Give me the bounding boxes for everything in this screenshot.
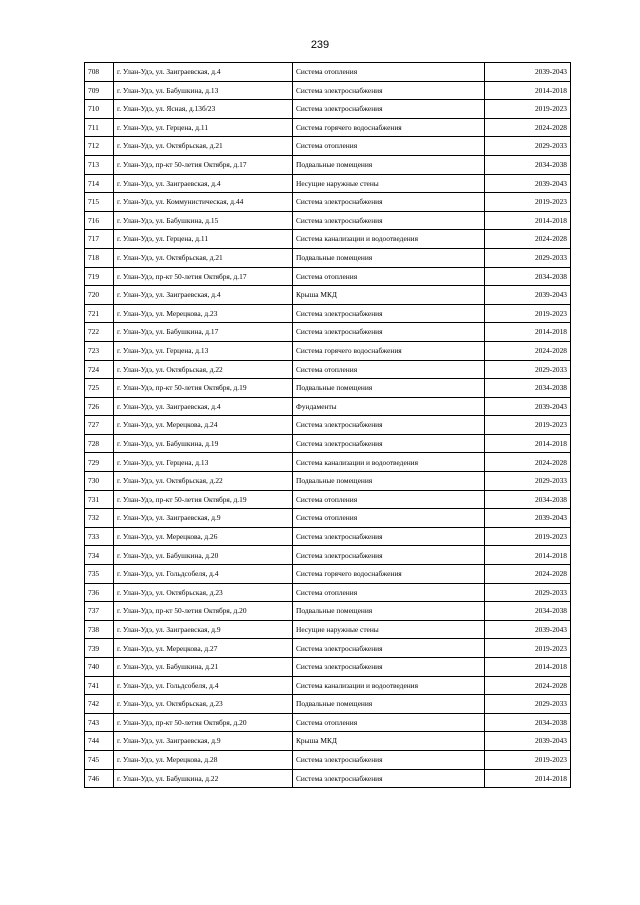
address-cell: г. Улан-Удэ, ул. Бабушкина, д.20 xyxy=(114,546,293,565)
period-cell: 2039-2043 xyxy=(485,620,571,639)
period-cell: 2039-2043 xyxy=(485,63,571,82)
address-cell: г. Улан-Удэ, пр-кт 50-летия Октября, д.17 xyxy=(114,155,293,174)
period-cell: 2024-2028 xyxy=(485,118,571,137)
address-cell: г. Улан-Удэ, ул. Заиграевская, д.4 xyxy=(114,174,293,193)
address-cell: г. Улан-Удэ, ул. Коммунистическая, д.44 xyxy=(114,193,293,212)
row-number: 719 xyxy=(85,267,114,286)
table-row xyxy=(85,360,571,379)
system-cell: Система отопления xyxy=(293,63,485,82)
table-row xyxy=(85,304,571,323)
row-number: 737 xyxy=(85,602,114,621)
address-cell: г. Улан-Удэ, ул. Гольдсобеля, д.4 xyxy=(114,565,293,584)
period-cell: 2024-2028 xyxy=(485,565,571,584)
address-cell: г. Улан-Удэ, ул. Бабушкина, д.19 xyxy=(114,434,293,453)
table-row xyxy=(85,341,571,360)
table-row xyxy=(85,732,571,751)
period-cell: 2014-2018 xyxy=(485,769,571,788)
row-number: 724 xyxy=(85,360,114,379)
system-cell: Крыша МКД xyxy=(293,286,485,305)
row-number: 728 xyxy=(85,434,114,453)
table-row xyxy=(85,137,571,156)
row-number: 725 xyxy=(85,379,114,398)
row-number: 715 xyxy=(85,193,114,212)
table-row xyxy=(85,397,571,416)
address-cell: г. Улан-Удэ, ул. Герцена, д.11 xyxy=(114,118,293,137)
table-row xyxy=(85,81,571,100)
system-cell: Система электроснабжения xyxy=(293,211,485,230)
period-cell: 2039-2043 xyxy=(485,509,571,528)
address-cell: г. Улан-Удэ, ул. Бабушкина, д.21 xyxy=(114,658,293,677)
table-row xyxy=(85,434,571,453)
system-cell: Система электроснабжения xyxy=(293,639,485,658)
system-cell: Подвальные помещения xyxy=(293,472,485,491)
system-cell: Система отопления xyxy=(293,509,485,528)
period-cell: 2014-2018 xyxy=(485,658,571,677)
period-cell: 2024-2028 xyxy=(485,230,571,249)
row-number: 734 xyxy=(85,546,114,565)
row-number: 740 xyxy=(85,658,114,677)
address-cell: г. Улан-Удэ, пр-кт 50-летия Октября, д.20 xyxy=(114,602,293,621)
address-cell: г. Улан-Удэ, ул. Заиграевская, д.9 xyxy=(114,620,293,639)
address-cell: г. Улан-Удэ, пр-кт 50-летия Октября, д.19 xyxy=(114,490,293,509)
address-cell: г. Улан-Удэ, ул. Бабушкина, д.22 xyxy=(114,769,293,788)
period-cell: 2034-2038 xyxy=(485,379,571,398)
period-cell: 2019-2023 xyxy=(485,639,571,658)
table-row xyxy=(85,118,571,137)
table-row xyxy=(85,174,571,193)
period-cell: 2029-2033 xyxy=(485,695,571,714)
period-cell: 2029-2033 xyxy=(485,583,571,602)
address-cell: г. Улан-Удэ, ул. Мерецкова, д.27 xyxy=(114,639,293,658)
system-cell: Система электроснабжения xyxy=(293,434,485,453)
system-cell: Система электроснабжения xyxy=(293,304,485,323)
system-cell: Система канализации и водоотведения xyxy=(293,230,485,249)
table-row xyxy=(85,211,571,230)
system-cell: Система отопления xyxy=(293,267,485,286)
address-cell: г. Улан-Удэ, ул. Герцена, д.11 xyxy=(114,230,293,249)
system-cell: Система горячего водоснабжения xyxy=(293,565,485,584)
table-row xyxy=(85,323,571,342)
system-cell: Система электроснабжения xyxy=(293,527,485,546)
system-cell: Система электроснабжения xyxy=(293,193,485,212)
period-cell: 2039-2043 xyxy=(485,286,571,305)
table-row xyxy=(85,658,571,677)
row-number: 736 xyxy=(85,583,114,602)
row-number: 745 xyxy=(85,750,114,769)
address-cell: г. Улан-Удэ, ул. Бабушкина, д.17 xyxy=(114,323,293,342)
address-cell: г. Улан-Удэ, пр-кт 50-летия Октября, д.19 xyxy=(114,379,293,398)
period-cell: 2014-2018 xyxy=(485,323,571,342)
system-cell: Подвальные помещения xyxy=(293,695,485,714)
row-number: 722 xyxy=(85,323,114,342)
registry-table xyxy=(84,62,571,788)
page-number: 239 xyxy=(310,39,330,51)
period-cell: 2034-2038 xyxy=(485,267,571,286)
table-row xyxy=(85,490,571,509)
row-number: 711 xyxy=(85,118,114,137)
address-cell: г. Улан-Удэ, ул. Герцена, д.13 xyxy=(114,341,293,360)
table-row xyxy=(85,695,571,714)
period-cell: 2019-2023 xyxy=(485,100,571,119)
system-cell: Система электроснабжения xyxy=(293,750,485,769)
period-cell: 2019-2023 xyxy=(485,304,571,323)
system-cell: Подвальные помещения xyxy=(293,248,485,267)
address-cell: г. Улан-Удэ, ул. Мерецкова, д.23 xyxy=(114,304,293,323)
period-cell: 2029-2033 xyxy=(485,472,571,491)
system-cell: Система электроснабжения xyxy=(293,100,485,119)
address-cell: г. Улан-Удэ, ул. Герцена, д.13 xyxy=(114,453,293,472)
period-cell: 2019-2023 xyxy=(485,416,571,435)
address-cell: г. Улан-Удэ, ул. Ясная, д.13б/23 xyxy=(114,100,293,119)
row-number: 729 xyxy=(85,453,114,472)
system-cell: Система электроснабжения xyxy=(293,546,485,565)
system-cell: Несущие наружные стены xyxy=(293,620,485,639)
system-cell: Система отопления xyxy=(293,490,485,509)
table-row xyxy=(85,620,571,639)
period-cell: 2039-2043 xyxy=(485,397,571,416)
table-row xyxy=(85,639,571,658)
table-row xyxy=(85,583,571,602)
address-cell: г. Улан-Удэ, ул. Мерецкова, д.28 xyxy=(114,750,293,769)
period-cell: 2034-2038 xyxy=(485,713,571,732)
row-number: 710 xyxy=(85,100,114,119)
row-number: 726 xyxy=(85,397,114,416)
period-cell: 2014-2018 xyxy=(485,211,571,230)
period-cell: 2039-2043 xyxy=(485,732,571,751)
table-row xyxy=(85,100,571,119)
system-cell: Подвальные помещения xyxy=(293,602,485,621)
address-cell: г. Улан-Удэ, ул. Октябрьская, д.21 xyxy=(114,248,293,267)
table-row xyxy=(85,63,571,82)
row-number: 735 xyxy=(85,565,114,584)
table-row xyxy=(85,565,571,584)
table-row xyxy=(85,769,571,788)
table-row xyxy=(85,379,571,398)
address-cell: г. Улан-Удэ, ул. Октябрьская, д.22 xyxy=(114,472,293,491)
table-row xyxy=(85,509,571,528)
row-number: 743 xyxy=(85,713,114,732)
table-row xyxy=(85,713,571,732)
row-number: 718 xyxy=(85,248,114,267)
row-number: 713 xyxy=(85,155,114,174)
row-number: 712 xyxy=(85,137,114,156)
table-row xyxy=(85,193,571,212)
address-cell: г. Улан-Удэ, ул. Бабушкина, д.13 xyxy=(114,81,293,100)
table-row xyxy=(85,472,571,491)
table-row xyxy=(85,676,571,695)
row-number: 742 xyxy=(85,695,114,714)
period-cell: 2024-2028 xyxy=(485,341,571,360)
period-cell: 2024-2028 xyxy=(485,676,571,695)
row-number: 733 xyxy=(85,527,114,546)
row-number: 717 xyxy=(85,230,114,249)
row-number: 744 xyxy=(85,732,114,751)
table-row xyxy=(85,155,571,174)
system-cell: Подвальные помещения xyxy=(293,155,485,174)
table-row xyxy=(85,546,571,565)
row-number: 727 xyxy=(85,416,114,435)
period-cell: 2024-2028 xyxy=(485,453,571,472)
table-row xyxy=(85,286,571,305)
table-row xyxy=(85,267,571,286)
address-cell: г. Улан-Удэ, ул. Мерецкова, д.24 xyxy=(114,416,293,435)
system-cell: Подвальные помещения xyxy=(293,379,485,398)
table-row xyxy=(85,248,571,267)
table-row xyxy=(85,230,571,249)
period-cell: 2029-2033 xyxy=(485,137,571,156)
period-cell: 2039-2043 xyxy=(485,174,571,193)
system-cell: Система электроснабжения xyxy=(293,323,485,342)
period-cell: 2014-2018 xyxy=(485,434,571,453)
row-number: 730 xyxy=(85,472,114,491)
address-cell: г. Улан-Удэ, ул. Заиграевская, д.4 xyxy=(114,63,293,82)
address-cell: г. Улан-Удэ, ул. Заиграевская, д.4 xyxy=(114,286,293,305)
address-cell: г. Улан-Удэ, ул. Заиграевская, д.4 xyxy=(114,397,293,416)
row-number: 731 xyxy=(85,490,114,509)
registry-table-body xyxy=(85,63,571,788)
system-cell: Система горячего водоснабжения xyxy=(293,341,485,360)
system-cell: Система горячего водоснабжения xyxy=(293,118,485,137)
address-cell: г. Улан-Удэ, ул. Октябрьская, д.23 xyxy=(114,695,293,714)
period-cell: 2034-2038 xyxy=(485,155,571,174)
address-cell: г. Улан-Удэ, ул. Заиграевская, д.9 xyxy=(114,732,293,751)
row-number: 720 xyxy=(85,286,114,305)
system-cell: Система отопления xyxy=(293,137,485,156)
address-cell: г. Улан-Удэ, ул. Октябрьская, д.22 xyxy=(114,360,293,379)
system-cell: Система электроснабжения xyxy=(293,769,485,788)
table-row xyxy=(85,750,571,769)
system-cell: Система канализации и водоотведения xyxy=(293,676,485,695)
system-cell: Система электроснабжения xyxy=(293,81,485,100)
table-row xyxy=(85,453,571,472)
system-cell: Система электроснабжения xyxy=(293,416,485,435)
period-cell: 2029-2033 xyxy=(485,248,571,267)
row-number: 708 xyxy=(85,63,114,82)
row-number: 716 xyxy=(85,211,114,230)
row-number: 723 xyxy=(85,341,114,360)
row-number: 732 xyxy=(85,509,114,528)
period-cell: 2029-2033 xyxy=(485,360,571,379)
row-number: 738 xyxy=(85,620,114,639)
address-cell: г. Улан-Удэ, ул. Октябрьская, д.23 xyxy=(114,583,293,602)
row-number: 714 xyxy=(85,174,114,193)
row-number: 741 xyxy=(85,676,114,695)
address-cell: г. Улан-Удэ, ул. Бабушкина, д.15 xyxy=(114,211,293,230)
address-cell: г. Улан-Удэ, ул. Гольдсобеля, д.4 xyxy=(114,676,293,695)
address-cell: г. Улан-Удэ, пр-кт 50-летия Октября, д.17 xyxy=(114,267,293,286)
address-cell: г. Улан-Удэ, ул. Заиграевская, д.9 xyxy=(114,509,293,528)
period-cell: 2034-2038 xyxy=(485,602,571,621)
system-cell: Несущие наружные стены xyxy=(293,174,485,193)
address-cell: г. Улан-Удэ, ул. Мерецкова, д.26 xyxy=(114,527,293,546)
address-cell: г. Улан-Удэ, ул. Октябрьская, д.21 xyxy=(114,137,293,156)
row-number: 721 xyxy=(85,304,114,323)
system-cell: Система отопления xyxy=(293,713,485,732)
address-cell: г. Улан-Удэ, пр-кт 50-летия Октября, д.20 xyxy=(114,713,293,732)
table-row xyxy=(85,527,571,546)
system-cell: Система канализации и водоотведения xyxy=(293,453,485,472)
system-cell: Система отопления xyxy=(293,583,485,602)
period-cell: 2019-2023 xyxy=(485,193,571,212)
period-cell: 2019-2023 xyxy=(485,750,571,769)
table-row xyxy=(85,602,571,621)
period-cell: 2019-2023 xyxy=(485,527,571,546)
row-number: 709 xyxy=(85,81,114,100)
system-cell: Фундаменты xyxy=(293,397,485,416)
row-number: 739 xyxy=(85,639,114,658)
row-number: 746 xyxy=(85,769,114,788)
period-cell: 2014-2018 xyxy=(485,81,571,100)
system-cell: Крыша МКД xyxy=(293,732,485,751)
period-cell: 2034-2038 xyxy=(485,490,571,509)
system-cell: Система электроснабжения xyxy=(293,658,485,677)
table-row xyxy=(85,416,571,435)
period-cell: 2014-2018 xyxy=(485,546,571,565)
system-cell: Система отопления xyxy=(293,360,485,379)
